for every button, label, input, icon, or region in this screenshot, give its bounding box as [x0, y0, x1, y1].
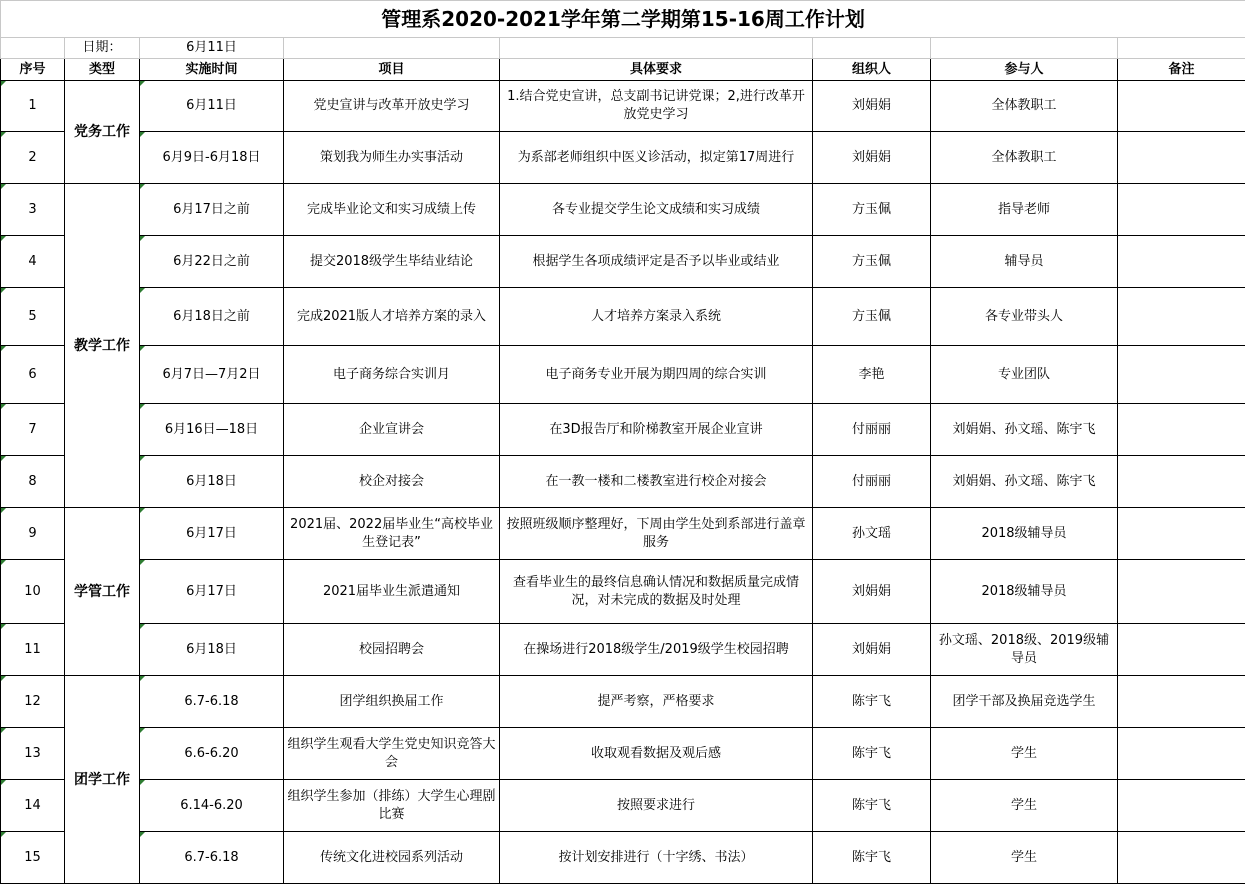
- requirement-cell-text: 查看毕业生的最终信息确认情况和数据质量完成情况，对未完成的数据及时处理: [512, 574, 799, 608]
- cell-note-marker: [140, 832, 145, 837]
- row-number[interactable]: [1, 132, 65, 184]
- project-cell-text: 组织学生观看大学生党史知识竞答大会: [287, 736, 496, 770]
- header-remarks: 备注: [1118, 59, 1245, 81]
- time-cell-text: 6.7-6.18: [184, 849, 239, 865]
- time-cell[interactable]: [140, 404, 284, 456]
- cell-note-marker: [1, 236, 6, 241]
- organizer-cell[interactable]: [813, 184, 931, 236]
- table-row: [1, 288, 1245, 346]
- requirement-cell[interactable]: [500, 508, 813, 560]
- project-cell[interactable]: [284, 184, 500, 236]
- project-cell-text: 2021届、2022届毕业生“高校毕业生登记表”: [290, 516, 493, 550]
- project-cell[interactable]: [284, 404, 500, 456]
- requirement-cell-text: 在操场进行2018级学生/2019级学生校园招聘: [523, 641, 789, 657]
- project-cell[interactable]: [284, 508, 500, 560]
- participants-cell[interactable]: [931, 728, 1118, 780]
- participants-cell[interactable]: [931, 132, 1118, 184]
- time-cell-text: 6月11日: [186, 98, 237, 113]
- project-cell[interactable]: [284, 780, 500, 832]
- requirement-cell[interactable]: [500, 132, 813, 184]
- row-number[interactable]: [1, 560, 65, 624]
- participants-cell-text: 指导老师: [997, 201, 1050, 217]
- row-number-text: 7: [28, 421, 37, 437]
- remarks-cell[interactable]: [1118, 832, 1245, 884]
- header-requirement: 具体要求: [500, 59, 813, 81]
- category-teaching-text: 教学工作: [74, 337, 130, 354]
- table-row: [1, 728, 1245, 780]
- cell-note-marker: [1, 508, 6, 513]
- table-row: [1, 832, 1245, 884]
- empty-cell[interactable]: [931, 38, 1118, 59]
- requirement-cell[interactable]: [500, 288, 813, 346]
- requirement-cell[interactable]: [500, 236, 813, 288]
- sheet-title: 管理系2020-2021学年第二学期第15-16周工作计划: [1, 1, 1245, 38]
- participants-cell-text: 专业团队: [997, 366, 1050, 382]
- time-cell[interactable]: [140, 832, 284, 884]
- requirement-cell[interactable]: [500, 832, 813, 884]
- table-row: [1, 346, 1245, 404]
- project-cell[interactable]: [284, 676, 500, 728]
- organizer-cell-text: 刘娟娟: [851, 583, 891, 599]
- cell-note-marker: [1, 624, 6, 629]
- row-number[interactable]: [1, 624, 65, 676]
- organizer-cell[interactable]: [813, 728, 931, 780]
- time-cell[interactable]: [140, 560, 284, 624]
- table-row: [1, 780, 1245, 832]
- organizer-cell[interactable]: [813, 456, 931, 508]
- requirement-cell[interactable]: [500, 456, 813, 508]
- requirement-cell-text: 在一教一楼和二楼教室进行校企对接会: [545, 473, 767, 489]
- remarks-cell[interactable]: [1118, 288, 1245, 346]
- remarks-cell[interactable]: [1118, 346, 1245, 404]
- project-cell-text: 传统文化进校园系列活动: [319, 849, 463, 865]
- cell-note-marker: [1, 288, 6, 293]
- date-value[interactable]: 6月11日: [140, 38, 284, 59]
- header-project: 项目: [284, 59, 500, 81]
- organizer-cell[interactable]: [813, 236, 931, 288]
- table-row: [1, 132, 1245, 184]
- table-row: [1, 676, 1245, 728]
- cell-note-marker: [140, 288, 145, 293]
- organizer-cell-text: 刘娟娟: [851, 641, 891, 657]
- table-row: [1, 81, 1245, 132]
- organizer-cell-text: 陈宇飞: [851, 849, 891, 865]
- participants-cell[interactable]: [931, 346, 1118, 404]
- cell-note-marker: [140, 676, 145, 681]
- empty-cell[interactable]: [284, 38, 500, 59]
- project-cell[interactable]: [284, 832, 500, 884]
- row-number-text: 14: [24, 797, 41, 813]
- requirement-cell-text: 按计划安排进行（十字绣、书法）: [558, 849, 754, 865]
- time-cell-text: 6月7日—7月2日: [162, 366, 261, 382]
- organizer-cell-text: 付丽丽: [851, 421, 891, 437]
- row-number[interactable]: [1, 288, 65, 346]
- header-row: [1, 59, 1245, 81]
- row-number-text: 5: [28, 308, 37, 324]
- organizer-cell-text: 孙文瑶: [851, 525, 891, 541]
- cell-note-marker: [1, 404, 6, 409]
- time-cell-text: 6月17日之前: [173, 201, 250, 217]
- project-cell-text: 团学组织换届工作: [339, 693, 444, 709]
- cell-note-marker: [140, 780, 145, 785]
- project-cell-text: 校园招聘会: [358, 641, 424, 657]
- participants-cell-text: 学生: [1010, 745, 1037, 761]
- time-cell-text: 6.14-6.20: [180, 797, 243, 813]
- organizer-cell[interactable]: [813, 346, 931, 404]
- project-cell-text: 提交2018级学生毕结业结论: [309, 253, 474, 269]
- cell-note-marker: [140, 624, 145, 629]
- project-cell[interactable]: [284, 728, 500, 780]
- row-number[interactable]: [1, 780, 65, 832]
- cell-note-marker: [140, 560, 145, 565]
- header-participants: 参与人: [931, 59, 1118, 81]
- participants-cell[interactable]: [931, 624, 1118, 676]
- row-number[interactable]: [1, 456, 65, 508]
- project-cell-text: 党史宣讲与改革开放史学习: [313, 98, 470, 113]
- header-type: 类型: [65, 59, 140, 81]
- row-number-text: 9: [28, 525, 37, 541]
- requirement-cell[interactable]: [500, 184, 813, 236]
- cell-note-marker: [140, 184, 145, 189]
- organizer-cell-text: 刘娟娟: [851, 98, 891, 113]
- cell-note-marker: [140, 346, 145, 351]
- cell-note-marker: [1, 456, 6, 461]
- cell-note-marker: [1, 184, 6, 189]
- remarks-cell[interactable]: [1118, 81, 1245, 132]
- participants-cell-text: 全体教职工: [991, 98, 1057, 113]
- participants-cell-text: 2018级辅导员: [981, 583, 1067, 599]
- cell-note-marker: [1, 81, 6, 86]
- table-row: [1, 508, 1245, 560]
- requirement-cell-text: 各专业提交学生论文成绩和实习成绩: [551, 201, 760, 217]
- requirement-cell-text: 电子商务专业开展为期四周的综合实训: [545, 366, 767, 382]
- time-cell-text: 6月9日-6月18日: [162, 149, 261, 165]
- project-cell[interactable]: [284, 132, 500, 184]
- time-cell-text: 6.6-6.20: [184, 745, 239, 761]
- cell-note-marker: [1, 780, 6, 785]
- row-number-text: 10: [24, 583, 41, 599]
- cell-note-marker: [140, 728, 145, 733]
- remarks-cell[interactable]: [1118, 780, 1245, 832]
- organizer-cell-text: 方玉佩: [851, 308, 891, 324]
- empty-cell[interactable]: [1, 38, 65, 59]
- organizer-cell[interactable]: [813, 404, 931, 456]
- cell-note-marker: [1, 346, 6, 351]
- requirement-cell-text: 按照要求进行: [616, 797, 695, 813]
- table-row: [1, 624, 1245, 676]
- row-number[interactable]: [1, 728, 65, 780]
- project-cell[interactable]: [284, 456, 500, 508]
- category-student[interactable]: [65, 508, 140, 676]
- organizer-cell[interactable]: [813, 81, 931, 132]
- time-cell[interactable]: [140, 728, 284, 780]
- organizer-cell-text: 李艳: [858, 366, 885, 382]
- requirement-cell[interactable]: [500, 728, 813, 780]
- category-student-text: 学管工作: [74, 583, 130, 600]
- cell-note-marker: [1, 728, 6, 733]
- organizer-cell-text: 陈宇飞: [851, 797, 891, 813]
- cell-note-marker: [140, 81, 145, 86]
- time-cell[interactable]: [140, 624, 284, 676]
- remarks-cell[interactable]: [1118, 728, 1245, 780]
- requirement-cell-text: 收取观看数据及观后感: [590, 745, 721, 761]
- remarks-cell[interactable]: [1118, 236, 1245, 288]
- cell-note-marker: [140, 456, 145, 461]
- row-number-text: 13: [24, 745, 41, 761]
- cell-note-marker: [1, 832, 6, 837]
- requirement-cell[interactable]: [500, 404, 813, 456]
- project-cell-text: 完成2021版人才培养方案的录入: [296, 308, 487, 324]
- empty-cell[interactable]: [1118, 38, 1245, 59]
- project-cell-text: 电子商务综合实训月: [332, 366, 450, 382]
- requirement-cell[interactable]: [500, 81, 813, 132]
- row-number-text: 6: [28, 366, 37, 382]
- time-cell[interactable]: [140, 346, 284, 404]
- requirement-cell-text: 在3D报告厅和阶梯教室开展企业宣讲: [549, 421, 763, 437]
- time-cell-text: 6月18日: [186, 473, 237, 489]
- time-cell-text: 6.7-6.18: [184, 693, 239, 709]
- participants-cell-text: 团学干部及换届竞选学生: [952, 693, 1096, 709]
- cell-note-marker: [140, 236, 145, 241]
- remarks-cell[interactable]: [1118, 560, 1245, 624]
- organizer-cell-text: 方玉佩: [851, 201, 891, 217]
- remarks-cell[interactable]: [1118, 676, 1245, 728]
- participants-cell[interactable]: [931, 508, 1118, 560]
- cell-note-marker: [1, 676, 6, 681]
- row-number-text: 1: [28, 98, 37, 113]
- time-cell[interactable]: [140, 508, 284, 560]
- remarks-cell[interactable]: [1118, 184, 1245, 236]
- cell-note-marker: [140, 132, 145, 137]
- table-row: [1, 184, 1245, 236]
- time-cell[interactable]: [140, 780, 284, 832]
- participants-cell[interactable]: [931, 184, 1118, 236]
- time-cell[interactable]: [140, 236, 284, 288]
- category-teaching[interactable]: [65, 184, 140, 508]
- project-cell-text: 2021届毕业生派遣通知: [322, 583, 461, 599]
- requirement-cell[interactable]: [500, 624, 813, 676]
- participants-cell[interactable]: [931, 832, 1118, 884]
- organizer-cell[interactable]: [813, 832, 931, 884]
- row-number[interactable]: [1, 346, 65, 404]
- row-number[interactable]: [1, 832, 65, 884]
- cell-note-marker: [140, 508, 145, 513]
- organizer-cell[interactable]: [813, 676, 931, 728]
- participants-cell[interactable]: [931, 456, 1118, 508]
- row-number-text: 4: [28, 253, 37, 269]
- project-cell[interactable]: [284, 236, 500, 288]
- project-cell[interactable]: [284, 346, 500, 404]
- row-number[interactable]: [1, 404, 65, 456]
- row-number[interactable]: [1, 508, 65, 560]
- remarks-cell[interactable]: [1118, 624, 1245, 676]
- participants-cell[interactable]: [931, 288, 1118, 346]
- table-row: [1, 456, 1245, 508]
- row-number[interactable]: [1, 236, 65, 288]
- organizer-cell[interactable]: [813, 560, 931, 624]
- participants-cell-text: 各专业带头人: [984, 308, 1063, 324]
- time-cell-text: 6月17日: [186, 525, 237, 541]
- participants-cell[interactable]: [931, 81, 1118, 132]
- row-number[interactable]: [1, 676, 65, 728]
- project-cell-text: 组织学生参加（排练）大学生心理剧比赛: [287, 788, 496, 822]
- table-row: [1, 560, 1245, 624]
- empty-cell[interactable]: [813, 38, 931, 59]
- remarks-cell[interactable]: [1118, 508, 1245, 560]
- requirement-cell-text: 1.结合党史宣讲，总支副书记讲党课；2,进行改革开放党史学习: [507, 89, 805, 122]
- time-cell[interactable]: [140, 456, 284, 508]
- time-cell[interactable]: [140, 184, 284, 236]
- row-number[interactable]: [1, 81, 65, 132]
- project-cell-text: 策划我为师生办实事活动: [319, 149, 463, 165]
- organizer-cell[interactable]: [813, 132, 931, 184]
- requirement-cell-text: 根据学生各项成绩评定是否予以毕业或结业: [532, 253, 780, 269]
- table-row: [1, 404, 1245, 456]
- participants-cell-text: 刘娟娟、孙文瑶、陈宇飞: [952, 473, 1096, 489]
- requirement-cell[interactable]: [500, 346, 813, 404]
- row-number-text: 3: [28, 201, 37, 217]
- header-organizer: 组织人: [813, 59, 931, 81]
- category-league-text: 团学工作: [74, 771, 130, 788]
- requirement-cell[interactable]: [500, 560, 813, 624]
- participants-cell-text: 辅导员: [1004, 253, 1044, 269]
- participants-cell[interactable]: [931, 404, 1118, 456]
- organizer-cell-text: 陈宇飞: [851, 693, 891, 709]
- participants-cell-text: 学生: [1010, 849, 1037, 865]
- organizer-cell-text: 陈宇飞: [851, 745, 891, 761]
- row-number-text: 12: [24, 693, 41, 709]
- participants-cell[interactable]: [931, 560, 1118, 624]
- participants-cell-text: 学生: [1010, 797, 1037, 813]
- time-cell-text: 6月17日: [186, 583, 237, 599]
- participants-cell[interactable]: [931, 236, 1118, 288]
- requirement-cell[interactable]: [500, 780, 813, 832]
- project-cell[interactable]: [284, 81, 500, 132]
- remarks-cell[interactable]: [1118, 132, 1245, 184]
- remarks-cell[interactable]: [1118, 404, 1245, 456]
- organizer-cell-text: 方玉佩: [851, 253, 891, 269]
- participants-cell-text: 全体教职工: [991, 149, 1057, 165]
- project-cell-text: 完成毕业论文和实习成绩上传: [306, 201, 476, 217]
- row-number-text: 2: [28, 149, 37, 165]
- time-cell-text: 6月18日: [186, 641, 237, 657]
- row-number-text: 11: [24, 641, 41, 657]
- organizer-cell[interactable]: [813, 780, 931, 832]
- organizer-cell[interactable]: [813, 624, 931, 676]
- time-cell[interactable]: [140, 81, 284, 132]
- participants-cell-text: 2018级辅导员: [981, 525, 1067, 541]
- empty-cell[interactable]: [500, 38, 813, 59]
- project-cell[interactable]: [284, 288, 500, 346]
- project-cell[interactable]: [284, 560, 500, 624]
- participants-cell[interactable]: [931, 780, 1118, 832]
- organizer-cell[interactable]: [813, 508, 931, 560]
- requirement-cell-text: 为系部老师组织中医义诊活动，拟定第17周进行: [517, 149, 795, 165]
- category-party[interactable]: [65, 81, 140, 184]
- time-cell[interactable]: [140, 132, 284, 184]
- time-cell-text: 6月18日之前: [173, 308, 250, 324]
- participants-cell[interactable]: [931, 676, 1118, 728]
- cell-note-marker: [1, 560, 6, 565]
- row-number[interactable]: [1, 184, 65, 236]
- time-cell-text: 6月22日之前: [173, 253, 250, 269]
- header-time: 实施时间: [140, 59, 284, 81]
- project-cell-text: 企业宣讲会: [358, 421, 424, 437]
- organizer-cell-text: 刘娟娟: [851, 149, 891, 165]
- requirement-cell[interactable]: [500, 676, 813, 728]
- row-number-text: 8: [28, 473, 37, 489]
- time-cell-text: 6月16日—18日: [164, 421, 259, 437]
- table-row: [1, 236, 1245, 288]
- organizer-cell[interactable]: [813, 288, 931, 346]
- participants-cell-text: 孙文瑶、2018级、2019级辅导员: [938, 632, 1110, 666]
- time-cell[interactable]: [140, 288, 284, 346]
- cell-note-marker: [1, 132, 6, 137]
- category-party-text: 党务工作: [74, 124, 130, 140]
- cell-note-marker: [140, 404, 145, 409]
- remarks-cell[interactable]: [1118, 456, 1245, 508]
- header-no: 序号: [1, 59, 65, 81]
- project-cell-text: 校企对接会: [358, 473, 424, 489]
- organizer-cell-text: 付丽丽: [851, 473, 891, 489]
- requirement-cell-text: 按照班级顺序整理好，下周由学生处到系部进行盖章服务: [506, 516, 806, 550]
- requirement-cell-text: 提严考察，严格要求: [597, 693, 715, 709]
- date-label: 日期：: [65, 38, 140, 59]
- project-cell[interactable]: [284, 624, 500, 676]
- time-cell[interactable]: [140, 676, 284, 728]
- row-number-text: 15: [24, 849, 41, 865]
- requirement-cell-text: 人才培养方案录入系统: [590, 308, 721, 324]
- participants-cell-text: 刘娟娟、孙文瑶、陈宇飞: [952, 421, 1096, 437]
- category-league[interactable]: [65, 676, 140, 884]
